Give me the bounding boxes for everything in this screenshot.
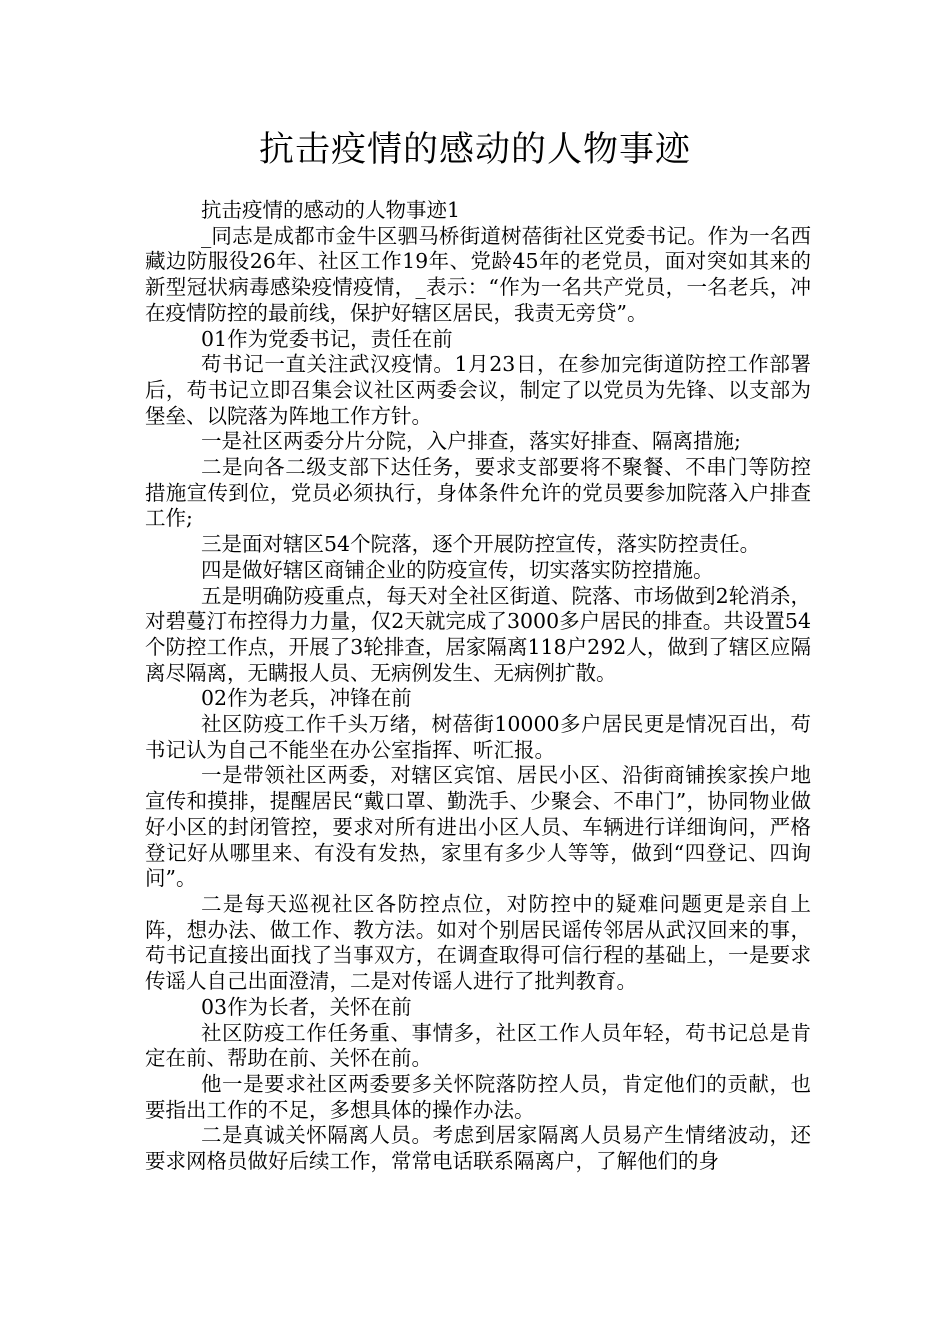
paragraph: _同志是成都市金牛区驷马桥街道树蓓街社区党委书记。作为一名西藏边防服役26年、社区工作19年、党龄45年的老党员，面对突如其来的新型冠状病毒感染疫情疫情，_表示：“作为一名共产党员，一名老兵，冲在疫情防控的最前线，保护好辖区居民，我责无旁贷”。 bbox=[145, 223, 811, 325]
section-heading: 02作为老兵，冲锋在前 bbox=[201, 686, 412, 711]
paragraph: 一是社区两委分片分院，入户排查，落实好排查、隔离措施; bbox=[201, 429, 741, 454]
document-body bbox=[145, 198, 811, 1175]
paragraph-heading: 抗击疫情的感动的人物事迹1 bbox=[201, 198, 461, 222]
paragraph: 社区防疫工作千头万绪，树蓓街10000多户居民更是情况百出，苟书记认为自己不能坐在办公室指挥、听汇报。 bbox=[145, 712, 811, 762]
paragraph: 他一是要求社区两委要多关怀院落防控人员，肯定他们的贡献，也要指出工作的不足，多想具体的操作办法。 bbox=[145, 1071, 811, 1122]
paragraph: 社区防疫工作任务重、事情多，社区工作人员年轻，苟书记总是肯定在前、帮助在前、关怀在前。 bbox=[145, 1020, 811, 1071]
paragraph: 二是每天巡视社区各防控点位，对防控中的疑难问题更是亲自上阵，想办法、做工作、教方法。如对个别居民谣传邻居从武汉回来的事，苟书记直接出面找了当事双方，在调查取得可信行程的基础上，一是要求传谣人自己出面澄清，二是对传谣人进行了批判教育。 bbox=[145, 891, 811, 994]
paragraph: 二是向各二级支部下达任务，要求支部要将不聚餐、不串门等防控措施宣传到位，党员必须执行，身体条件允许的党员要参加院落入户排查工作; bbox=[145, 455, 811, 531]
paragraph: 五是明确防疫重点，每天对全社区街道、院落、市场做到2轮消杀，对碧蔓汀布控得力力量，仅2天就完成了3000多户居民的排查。共设置54个防控工作点，开展了3轮排查，居家隔离118户292人，做到了辖区应隔离尽隔离，无瞒报人员、无病例发生、无病例扩散。 bbox=[145, 583, 811, 685]
paragraph: 三是面对辖区54个院落，逐个开展防控宣传，落实防控责任。 bbox=[201, 532, 761, 557]
paragraph: 一是带领社区两委，对辖区宾馆、居民小区、沿街商铺挨家挨户地宣传和摸排，提醒居民“戴口罩、勤洗手、少聚会、不串门”，协同物业做好小区的封闭管控，要求对所有进出小区人员、车辆进行详细询问，严格登记好从哪里来、有没有发热，家里有多少人等等，做到“四登记、四询问”。 bbox=[145, 763, 811, 891]
paragraph: 苟书记一直关注武汉疫情。1月23日，在参加完街道防控工作部署后，苟书记立即召集会议社区两委会议，制定了以党员为先锋、以支部为堡垒、以院落为阵地工作方针。 bbox=[145, 352, 811, 428]
document-title: 抗击疫情的感动的人物事迹 bbox=[258, 130, 691, 170]
paragraph: 二是真诚关怀隔离人员。考虑到居家隔离人员易产生情绪波动，还要求网格员做好后续工作，常常电话联系隔离户，了解他们的身 bbox=[145, 1123, 811, 1174]
section-heading: 01作为党委书记，责任在前 bbox=[201, 326, 453, 351]
section-heading: 03作为长者，关怀在前 bbox=[201, 994, 412, 1019]
paragraph: 四是做好辖区商铺企业的防疫宣传，切实落实防控措施。 bbox=[201, 557, 714, 582]
